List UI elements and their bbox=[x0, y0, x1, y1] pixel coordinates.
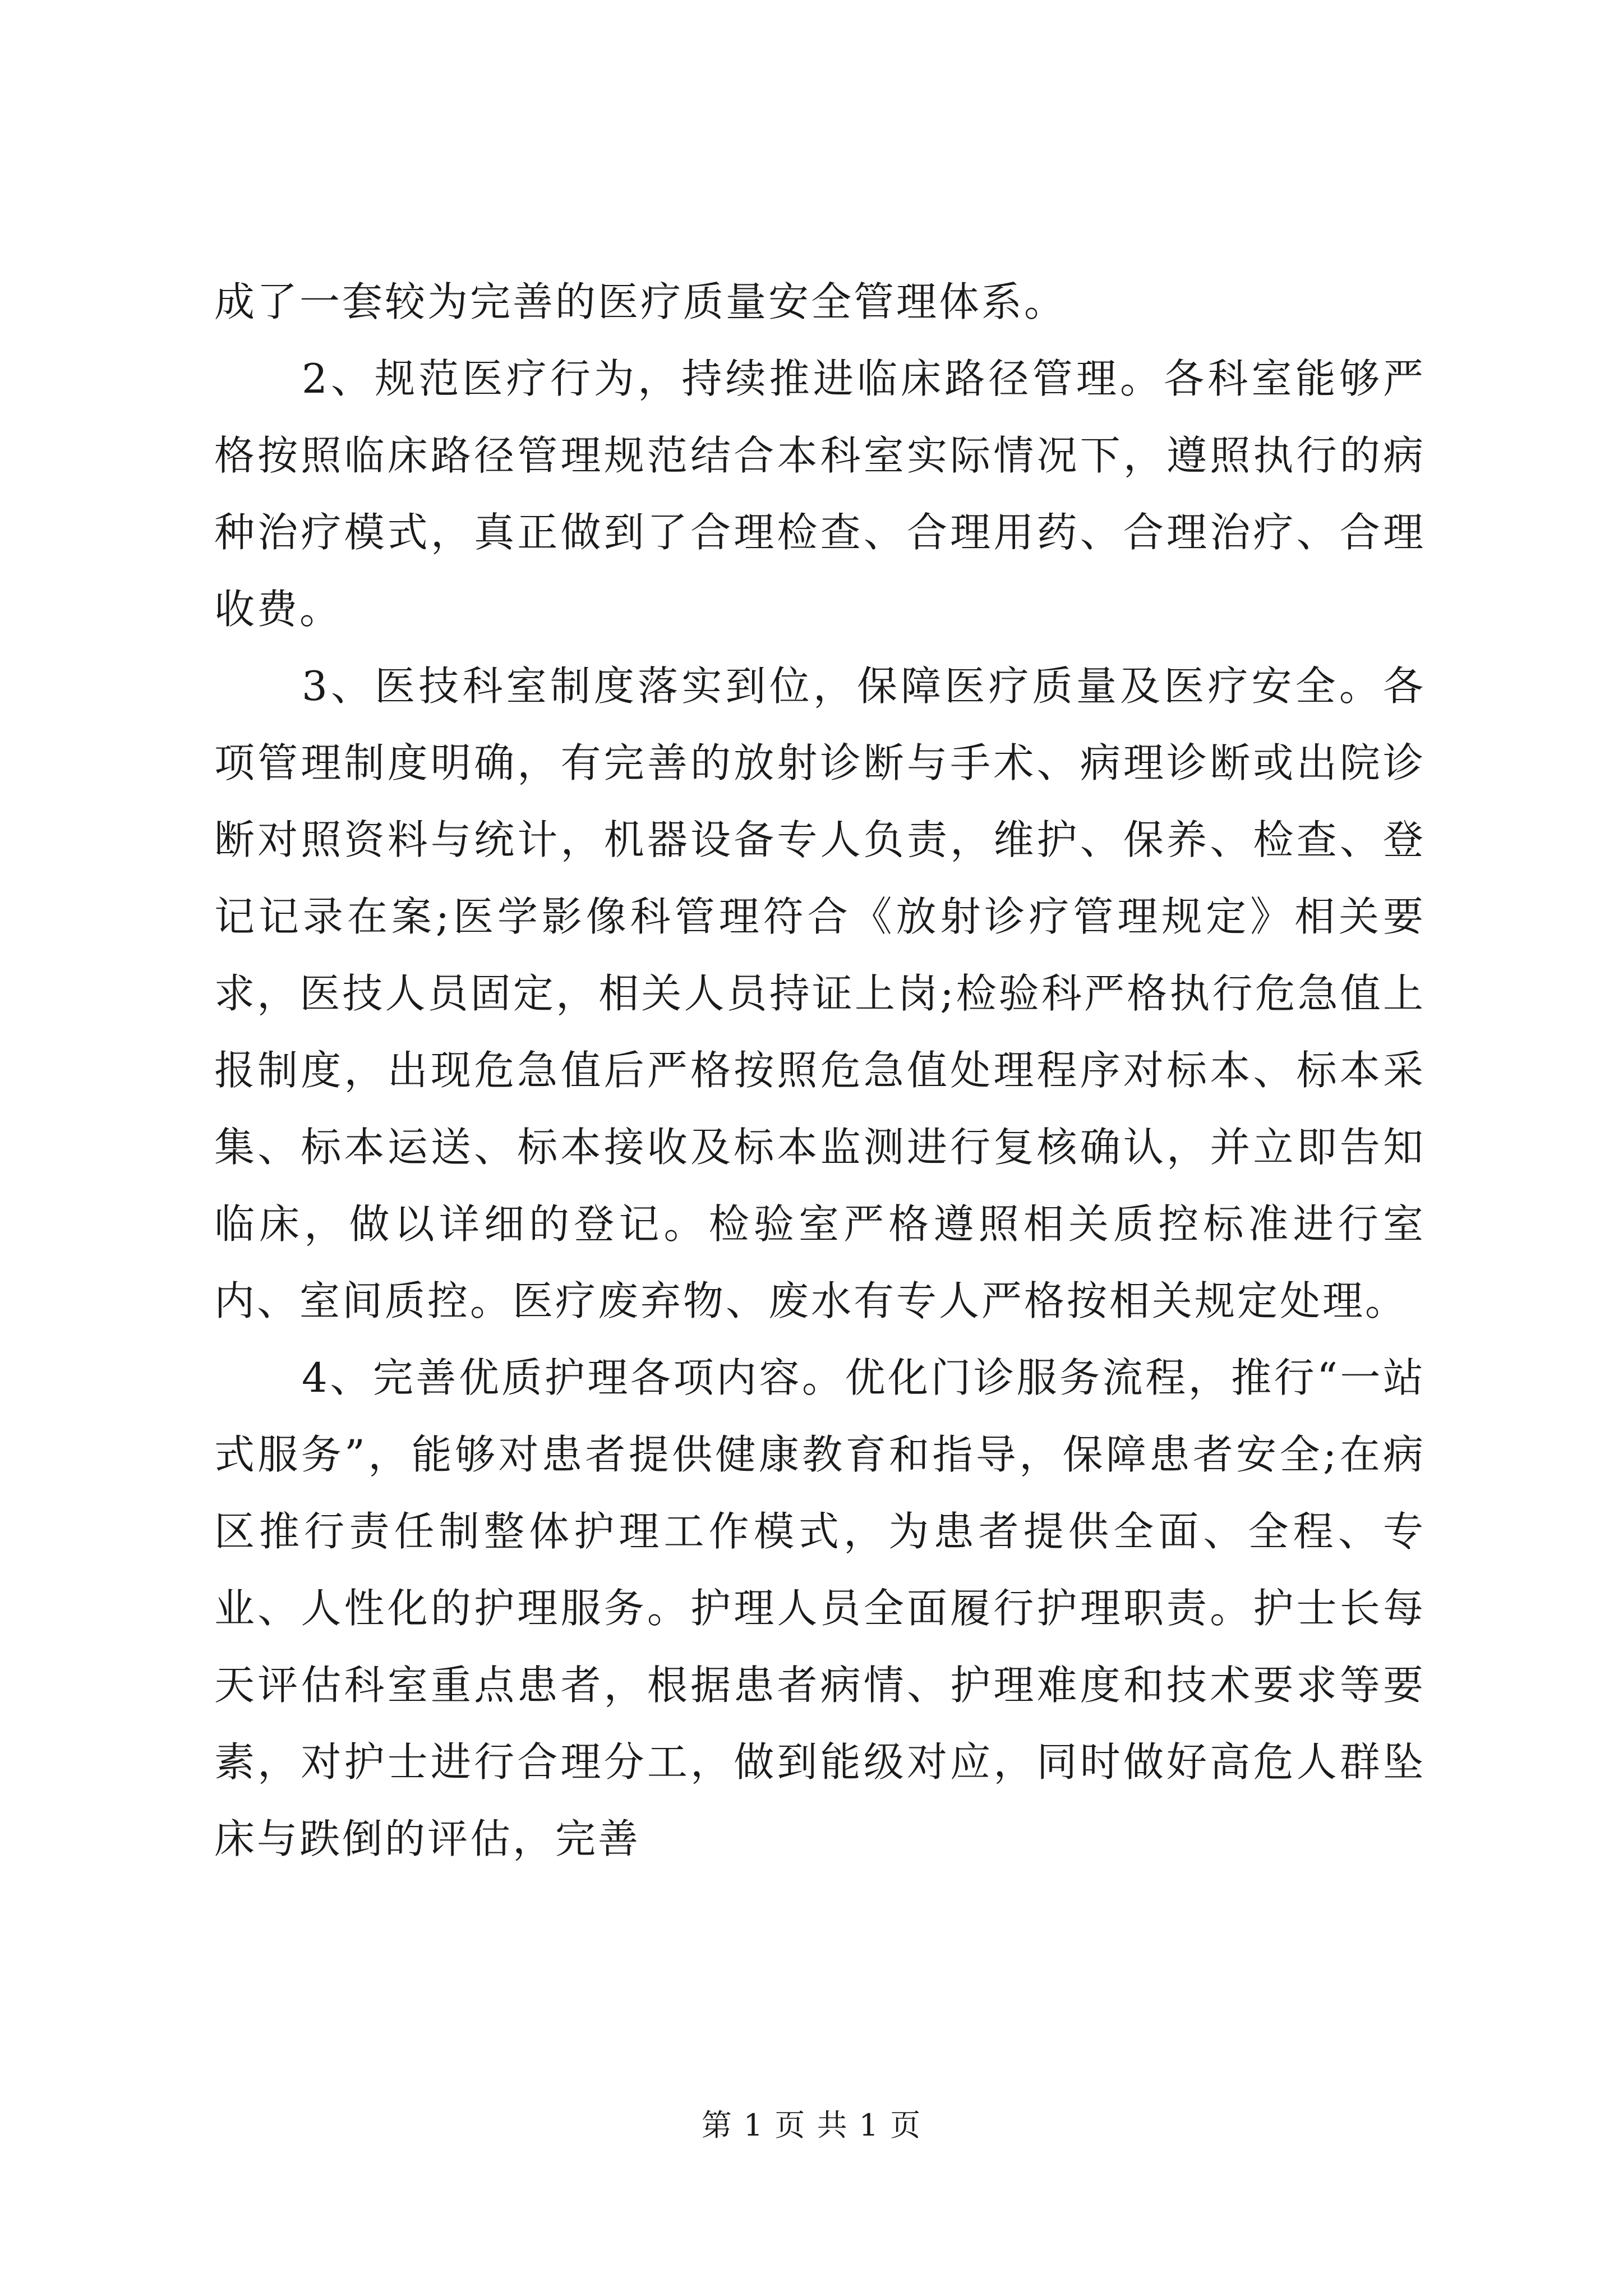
document-body bbox=[214, 264, 1426, 1878]
paragraph-4: 4、完善优质护理各项内容。优化门诊服务流程，推行“一站式服务”，能够对患者提供健康教育和指导，保障患者安全;在病区推行责任制整体护理工作模式，为患者提供全面、全程、专业、人性化的护理服务。护理人员全面履行护理职责。护士长每天评估科室重点患者，根据患者病情、护理难度和技术要求等要素，对护士进行合理分工，做到能级对应，同时做好高危人群坠床与跌倒的评估，完善 bbox=[214, 1354, 1426, 1862]
paragraph-1: 成了一套较为完善的医疗质量安全管理体系。 bbox=[214, 278, 1067, 325]
paragraph-3: 3、医技科室制度落实到位，保障医疗质量及医疗安全。各项管理制度明确，有完善的放射诊断与手术、病理诊断或出院诊断对照资料与统计，机器设备专人负责，维护、保养、检查、登记记录在案;医学影像科管理符合《放射诊疗管理规定》相关要求，医技人员固定，相关人员持证上岗;检验科严格执行危急值上报制度，出现危急值后严格按照危急值处理程序对标本、标本采集、标本运送、标本接收及标本监测进行复核确认，并立即告知临床，做以详细的登记。检验室严格遵照相关质控标准进行室内、室间质控。医疗废弃物、废水有专人严格按相关规定处理。 bbox=[214, 662, 1426, 1324]
page-footer: 第 1 页 共 1 页 bbox=[701, 2108, 922, 2143]
paragraph-2: 2、规范医疗行为，持续推进临床路径管理。各科室能够严格按照临床路径管理规范结合本科室实际情况下，遵照执行的病种治疗模式，真正做到了合理检查、合理用药、合理治疗、合理收费。 bbox=[214, 355, 1426, 633]
